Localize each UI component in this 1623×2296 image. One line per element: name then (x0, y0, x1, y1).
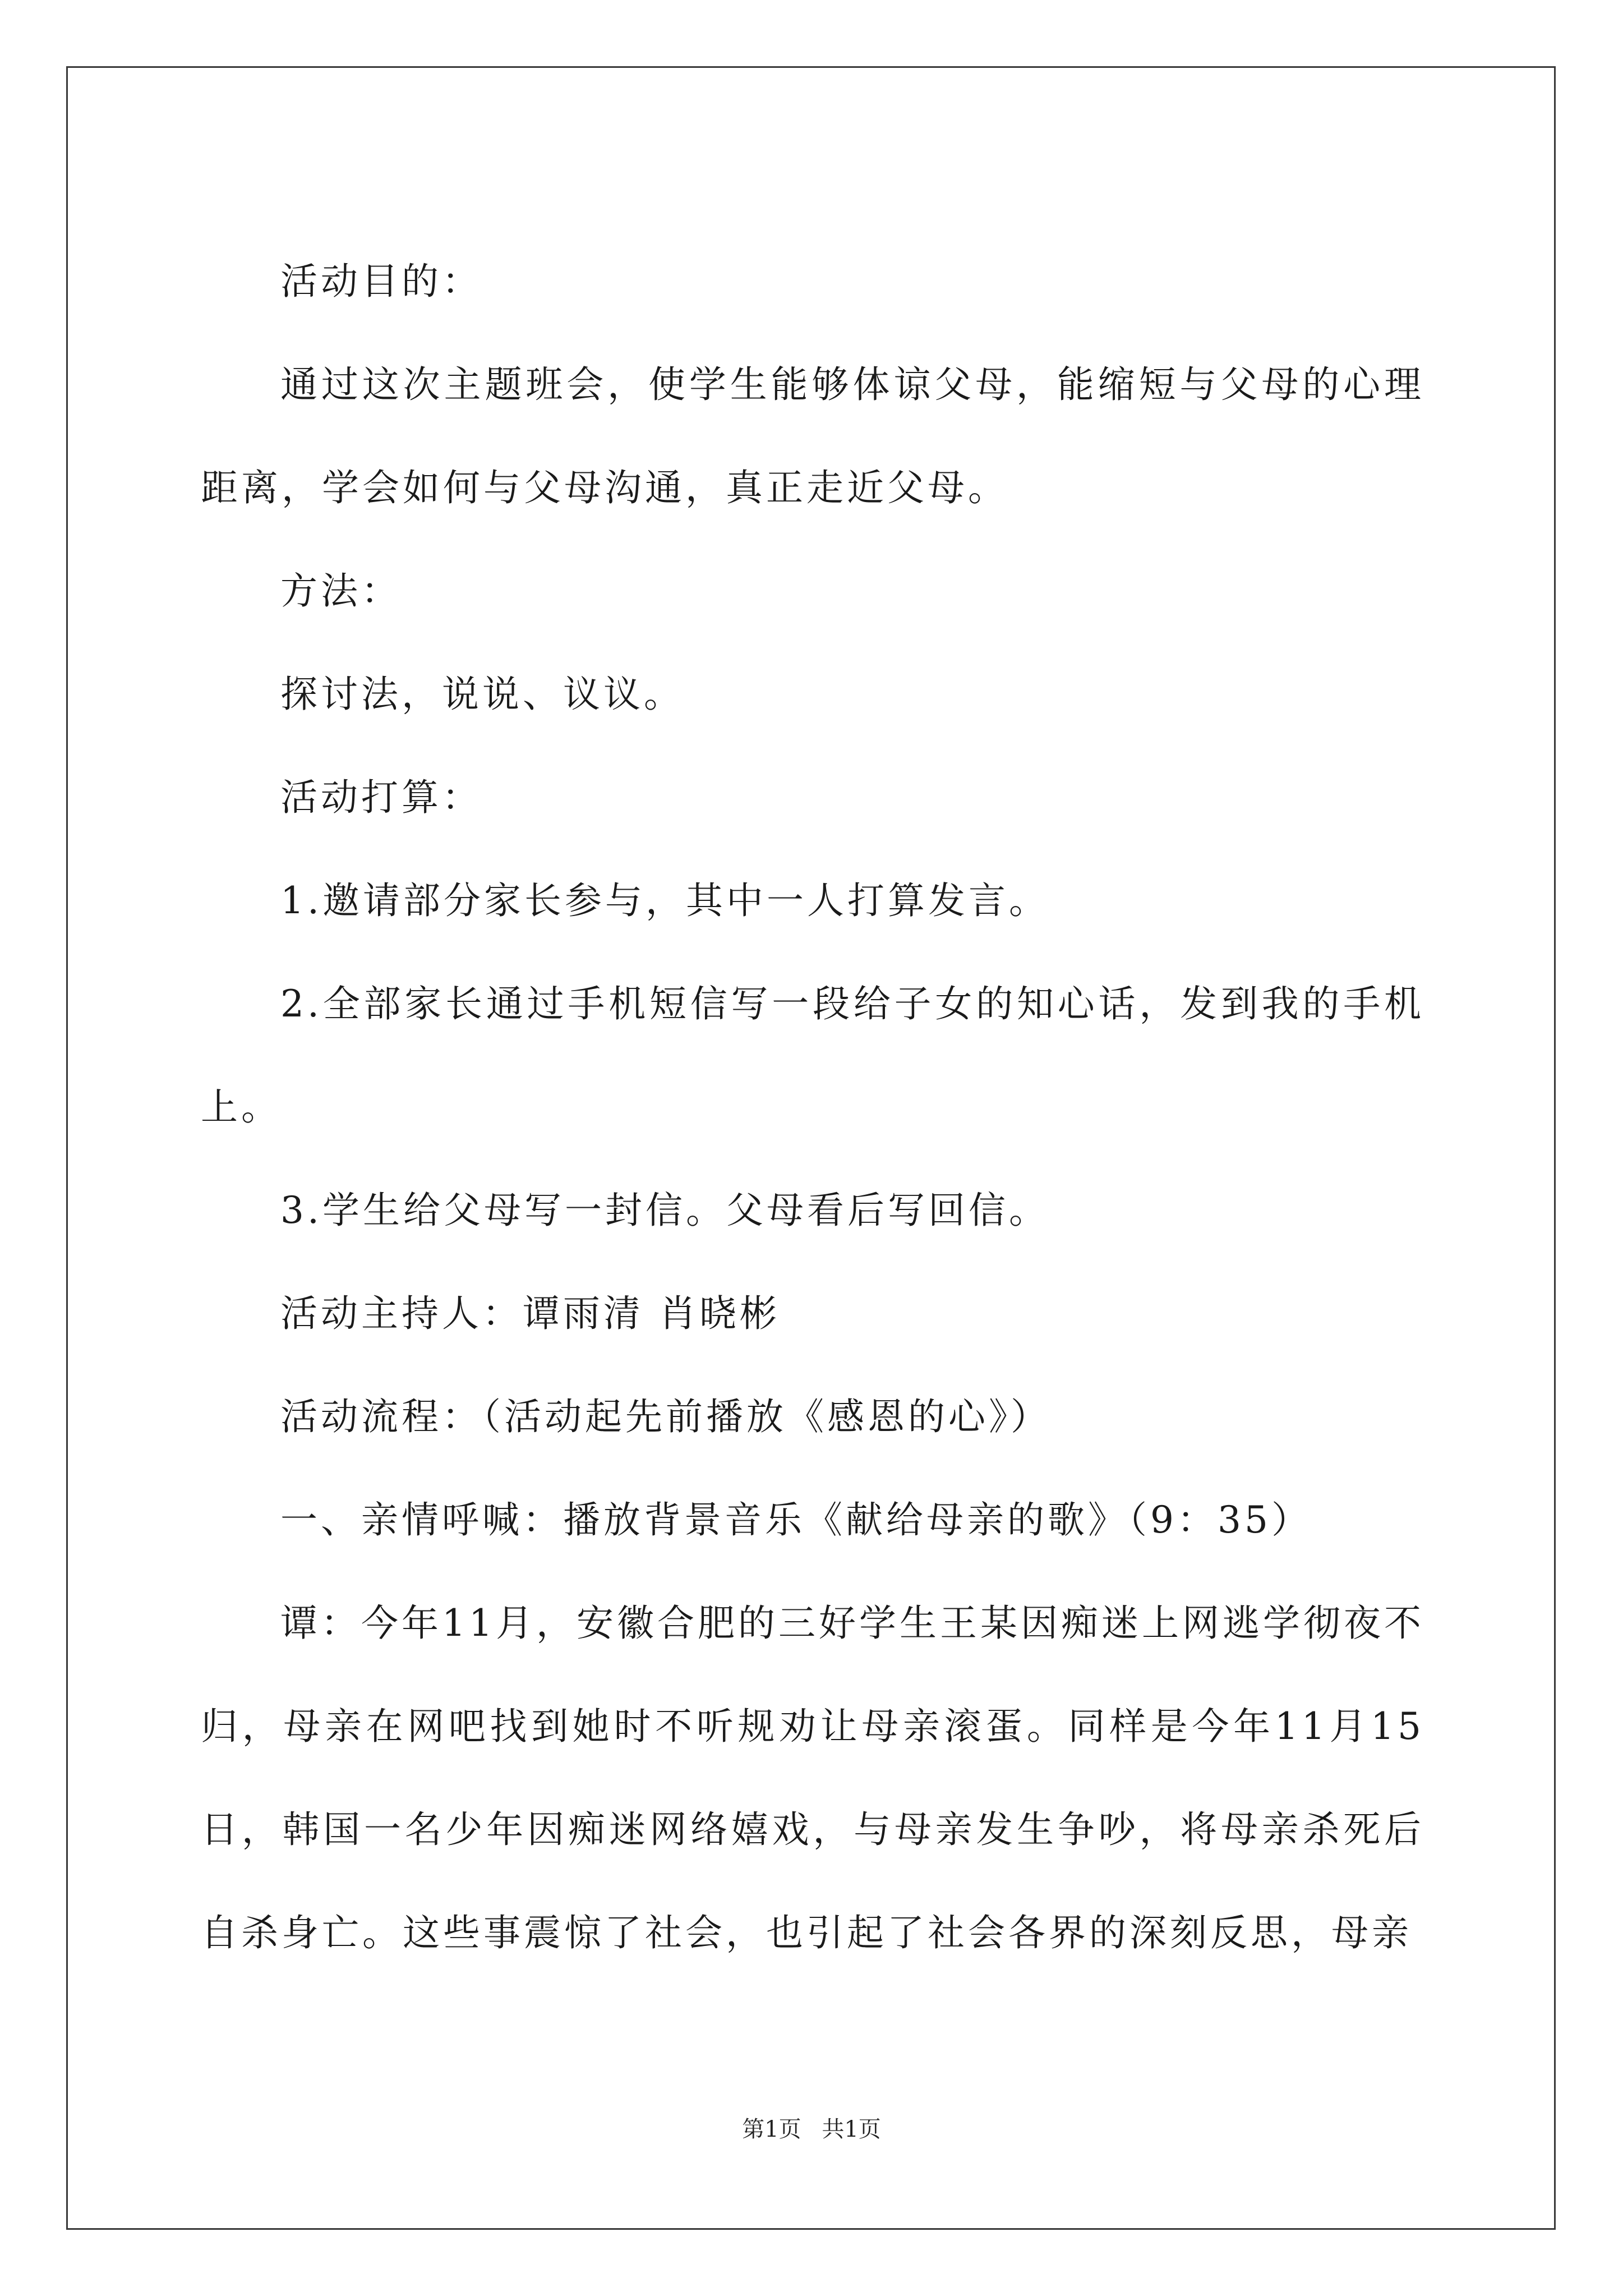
paragraph-plan-heading: 活动打算： (280, 776, 482, 819)
paragraph-purpose: 通过这次主题班会，使学生能够体谅父母，能缩短与父母的心理距离，学会如何与父母沟通，真正走近父母。 (201, 363, 1424, 509)
paragraph-plan-1: 1.邀请部分家长参与，其中一人打算发言。 (280, 879, 1049, 922)
page-number: 第1页 (742, 2116, 801, 2142)
paragraph-hosts: 活动主持人：谭雨清 肖晓彬 (280, 1292, 780, 1335)
paragraph-section-1: 一、亲情呼喊：播放背景音乐《献给母亲的歌》（9：35） (280, 1498, 1312, 1542)
paragraph-plan-3: 3.学生给父母写一封信。父母看后写回信。 (280, 1189, 1049, 1232)
paragraph-purpose-heading: 活动目的： (280, 260, 482, 303)
paragraph-method-heading: 方法： (280, 569, 402, 613)
paragraph-method: 探讨法，说说、议议。 (280, 673, 684, 716)
paragraph-tan-speech: 谭：今年11月，安徽合肥的三好学生王某因痴迷上网逃学彻夜不归，母亲在网吧找到她时不听规劝让母亲滚蛋。同样是今年11月15日，韩国一名少年因痴迷网络嬉戏，与母亲发生争吵，将母亲杀死后自杀身亡。这些事震惊了社会，也引起了社会各界的深刻反思，母亲 (201, 1602, 1424, 1954)
paragraph-flow: 活动流程：（活动起先前播放《感恩的心》） (280, 1395, 1051, 1438)
page-footer (0, 2111, 1623, 2143)
page-total: 共1页 (822, 2116, 881, 2142)
paragraph-plan-2: 2.全部家长通过手机短信写一段给子女的知心话，发到我的手机上。 (201, 982, 1424, 1129)
document-body (201, 230, 1424, 1985)
